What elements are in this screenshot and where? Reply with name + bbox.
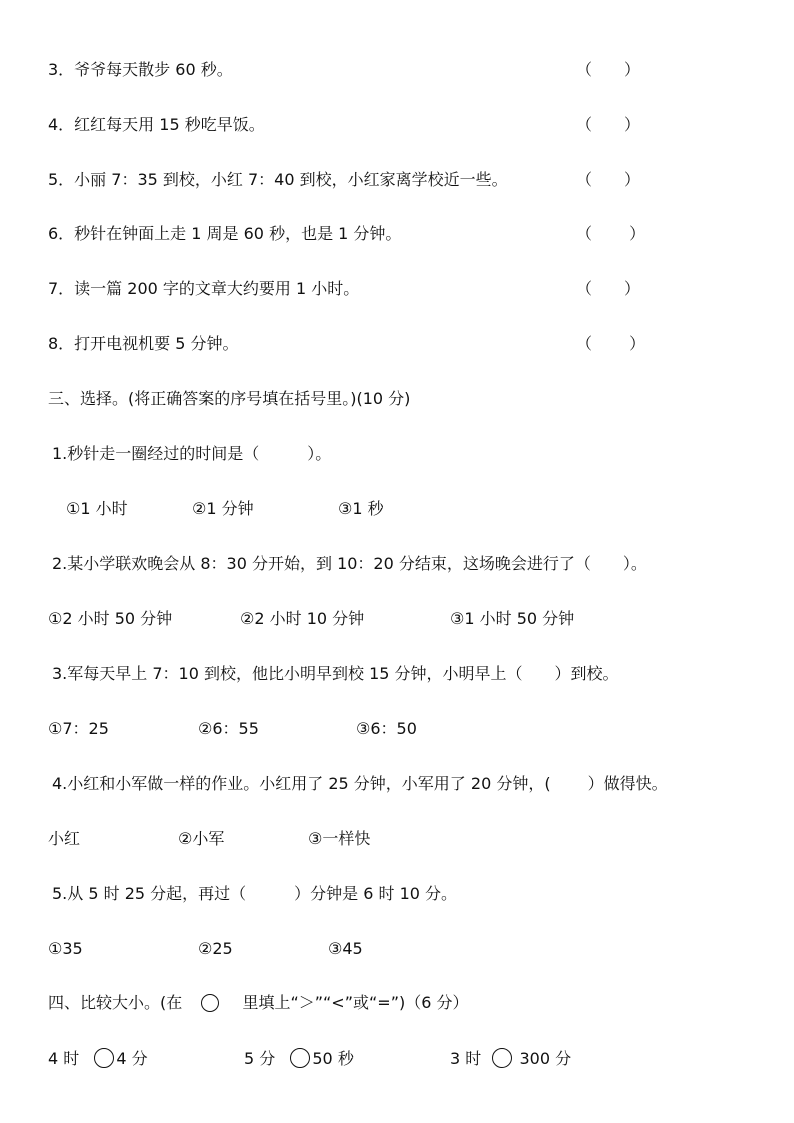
choice-question-3: 3.军每天早上 7：10 到校，他比小明早到校 15 分钟，小明早上（ ）到校。 [52, 664, 619, 683]
q5-option-3[interactable]: ③45 [328, 939, 363, 958]
choice-question-1: 1.秒针走一圈经过的时间是（ ）。 [52, 444, 332, 463]
answer-paren-7[interactable]: （ ） [576, 279, 641, 298]
section-4-heading [48, 993, 469, 1013]
q3-option-3[interactable]: ③6：50 [356, 719, 417, 738]
choice-question-4: 4.小红和小军做一样的作业。小红用了 25 分钟，小军用了 20 分钟，( ）做得快。 [52, 774, 668, 793]
compare-right-1: 4 分 [116, 1049, 148, 1068]
q4-option-2[interactable]: ②小军 [178, 829, 225, 848]
q1-option-3[interactable]: ③1 秒 [338, 499, 384, 518]
compare-left-2: 5 分 [244, 1049, 276, 1068]
section-4-heading-post: 里填上“＞”“<”或“=”)（6 分） [242, 993, 469, 1012]
judgment-item-5: 5．小丽 7：35 到校，小红 7：40 到校，小红家离学校近一些。 [48, 170, 508, 189]
answer-paren-5[interactable]: （ ） [576, 170, 641, 189]
compare-item-1 [48, 1048, 148, 1069]
judgment-item-7: 7．读一篇 200 字的文章大约要用 1 小时。 [48, 279, 360, 298]
q1-option-1[interactable]: ①1 小时 [66, 499, 128, 518]
choice-question-5: 5.从 5 时 25 分起，再过（ ）分钟是 6 时 10 分。 [52, 884, 458, 903]
q2-option-2[interactable]: ②2 小时 10 分钟 [240, 609, 365, 628]
q4-option-3[interactable]: ③一样快 [308, 829, 371, 848]
section-3-heading: 三、选择。(将正确答案的序号填在括号里。)(10 分) [48, 389, 411, 408]
q2-option-1[interactable]: ①2 小时 50 分钟 [48, 609, 173, 628]
compare-item-2 [244, 1048, 354, 1069]
q4-option-1[interactable]: 小红 [48, 829, 81, 848]
q3-option-1[interactable]: ①7：25 [48, 719, 109, 738]
q3-option-2[interactable]: ②6：55 [198, 719, 259, 738]
q2-option-3[interactable]: ③1 小时 50 分钟 [450, 609, 575, 628]
compare-right-2: 50 秒 [312, 1049, 354, 1068]
compare-item-3 [450, 1048, 571, 1069]
judgment-item-4: 4．红红每天用 15 秒吃早饭。 [48, 115, 265, 134]
section-4-heading-pre: 四、比较大小。(在 [48, 993, 183, 1012]
compare-circle-2[interactable] [290, 1048, 310, 1068]
q5-option-1[interactable]: ①35 [48, 939, 83, 958]
answer-paren-8[interactable]: （ ） [576, 334, 646, 353]
choice-question-2: 2.某小学联欢晚会从 8：30 分开始，到 10：20 分结束，这场晚会进行了（ ）。 [52, 554, 647, 573]
compare-left-1: 4 时 [48, 1049, 80, 1068]
judgment-item-8: 8．打开电视机要 5 分钟。 [48, 334, 239, 353]
compare-circle-1[interactable] [94, 1048, 114, 1068]
compare-circle-3[interactable] [492, 1048, 512, 1068]
compare-right-3: 300 分 [514, 1049, 572, 1068]
answer-paren-3[interactable]: （ ） [576, 60, 641, 79]
compare-left-3: 3 时 [450, 1049, 482, 1068]
circle-icon [201, 994, 219, 1012]
answer-paren-6[interactable]: （ ） [576, 224, 646, 243]
judgment-item-6: 6．秒针在钟面上走 1 周是 60 秒，也是 1 分钟。 [48, 224, 402, 243]
q1-option-2[interactable]: ②1 分钟 [192, 499, 254, 518]
q5-option-2[interactable]: ②25 [198, 939, 233, 958]
answer-paren-4[interactable]: （ ） [576, 115, 641, 134]
judgment-item-3: 3．爷爷每天散步 60 秒。 [48, 60, 233, 79]
